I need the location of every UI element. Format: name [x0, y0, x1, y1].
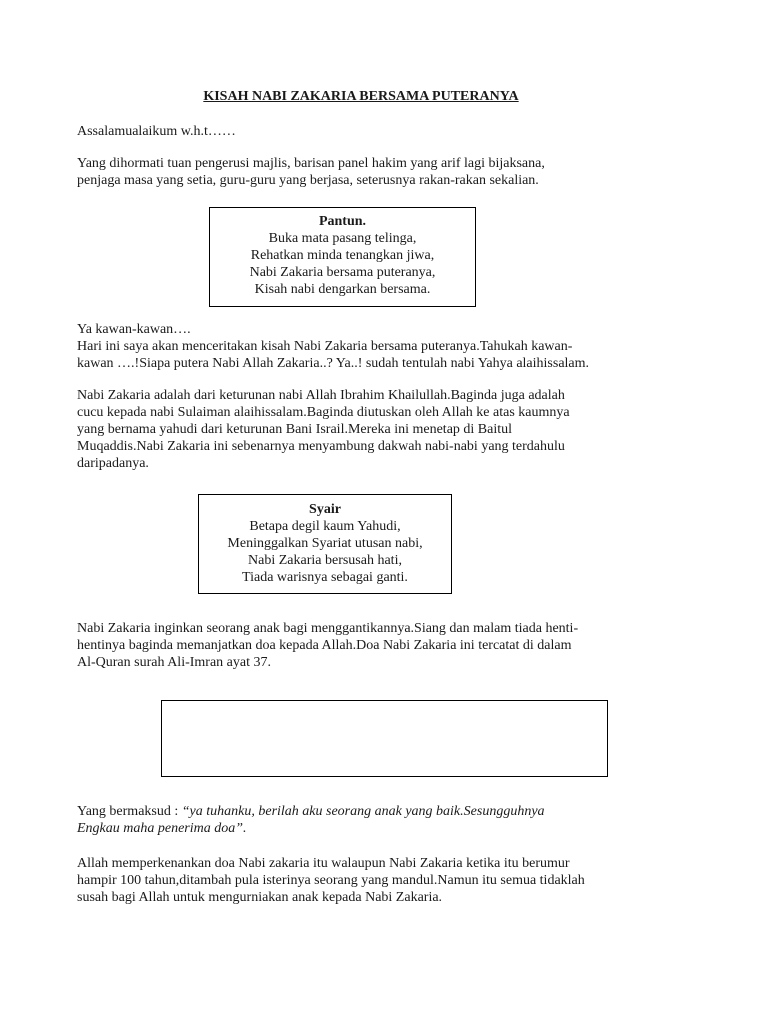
opening-line: penjaga masa yang setia, guru-guru yang berjasa, seterusnya rakan-rakan sekalian.: [77, 173, 539, 188]
meaning-quote: “ya tuhanku, berilah aku seorang anak yang baik.Sesungguhnya: [178, 804, 545, 819]
prayer-line: Nabi Zakaria inginkan seorang anak bagi menggantikannya.Siang dan malam tiada henti-: [77, 621, 579, 636]
pantun-line: Buka mata pasang telinga,: [268, 231, 417, 246]
pantun-box: [209, 207, 476, 307]
meaning-line: [77, 803, 677, 820]
greeting: [77, 123, 677, 140]
lineage-line: daripadanya.: [77, 456, 149, 471]
lineage-paragraph: [77, 387, 677, 472]
syair-line: Tiada warisnya sebagai ganti.: [242, 570, 408, 585]
answer-paragraph: [77, 855, 677, 906]
intro-line: Hari ini saya akan menceritakan kisah Nabi Zakaria bersama puteranya.Tahukah kawan-: [77, 339, 573, 354]
pantun-line: Nabi Zakaria bersama puteranya,: [249, 265, 436, 280]
prayer-paragraph: [77, 620, 677, 671]
intro-line: kawan ….!Siapa putera Nabi Allah Zakaria..? Ya..! sudah tentulah nabi Yahya alaihissalam.: [77, 356, 590, 371]
syair-box: [198, 494, 452, 594]
lineage-line: Nabi Zakaria adalah dari keturunan nabi Allah Ibrahim Khailullah.Baginda juga adalah: [77, 388, 565, 403]
prayer-line: Al-Quran surah Ali-Imran ayat 37.: [77, 655, 271, 670]
intro-line: Ya kawan-kawan….: [77, 322, 191, 337]
intro-paragraph: [77, 321, 677, 372]
answer-line: Allah memperkenankan doa Nabi zakaria itu walaupun Nabi Zakaria ketika itu berumur: [77, 856, 570, 871]
answer-line: susah bagi Allah untuk mengurniakan anak kepada Nabi Zakaria.: [77, 890, 443, 905]
pantun-heading: Pantun.: [318, 214, 367, 229]
document-title: KISAH NABI ZAKARIA BERSAMA PUTERANYA: [203, 89, 519, 104]
greeting-text: Assalamualaikum w.h.t……: [77, 124, 236, 139]
verse-placeholder-box: [161, 700, 608, 777]
pantun-line: Kisah nabi dengarkan bersama.: [254, 282, 431, 297]
pantun-line: Rehatkan minda tenangkan jiwa,: [250, 248, 435, 263]
lineage-line: cucu kepada nabi Sulaiman alaihissalam.Baginda diutuskan oleh Allah ke atas kaumnya: [77, 405, 570, 420]
lineage-line: Muqaddis.Nabi Zakaria ini sebenarnya menyambung dakwah nabi-nabi yang terdahulu: [77, 439, 565, 454]
lineage-line: yang bernama yahudi dari keturunan Bani Israil.Mereka ini menetap di Baitul: [77, 422, 513, 437]
answer-line: hampir 100 tahun,ditambah pula isterinya seorang yang mandul.Namun itu semua tidaklah: [77, 873, 585, 888]
syair-heading: Syair: [309, 502, 341, 517]
syair-line: Meninggalkan Syariat utusan nabi,: [227, 536, 423, 551]
meaning-paragraph: [77, 803, 677, 837]
meaning-quote: Engkau maha penerima doa”.: [77, 821, 247, 836]
prayer-line: hentinya baginda memanjatkan doa kepada Allah.Doa Nabi Zakaria ini tercatat di dalam: [77, 638, 572, 653]
meaning-prefix: Yang bermaksud :: [77, 804, 179, 819]
opening-paragraph: [77, 155, 677, 189]
opening-line: Yang dihormati tuan pengerusi majlis, barisan panel hakim yang arif lagi bijaksana,: [77, 156, 545, 171]
syair-line: Nabi Zakaria bersusah hati,: [248, 553, 402, 568]
syair-line: Betapa degil kaum Yahudi,: [249, 519, 401, 534]
